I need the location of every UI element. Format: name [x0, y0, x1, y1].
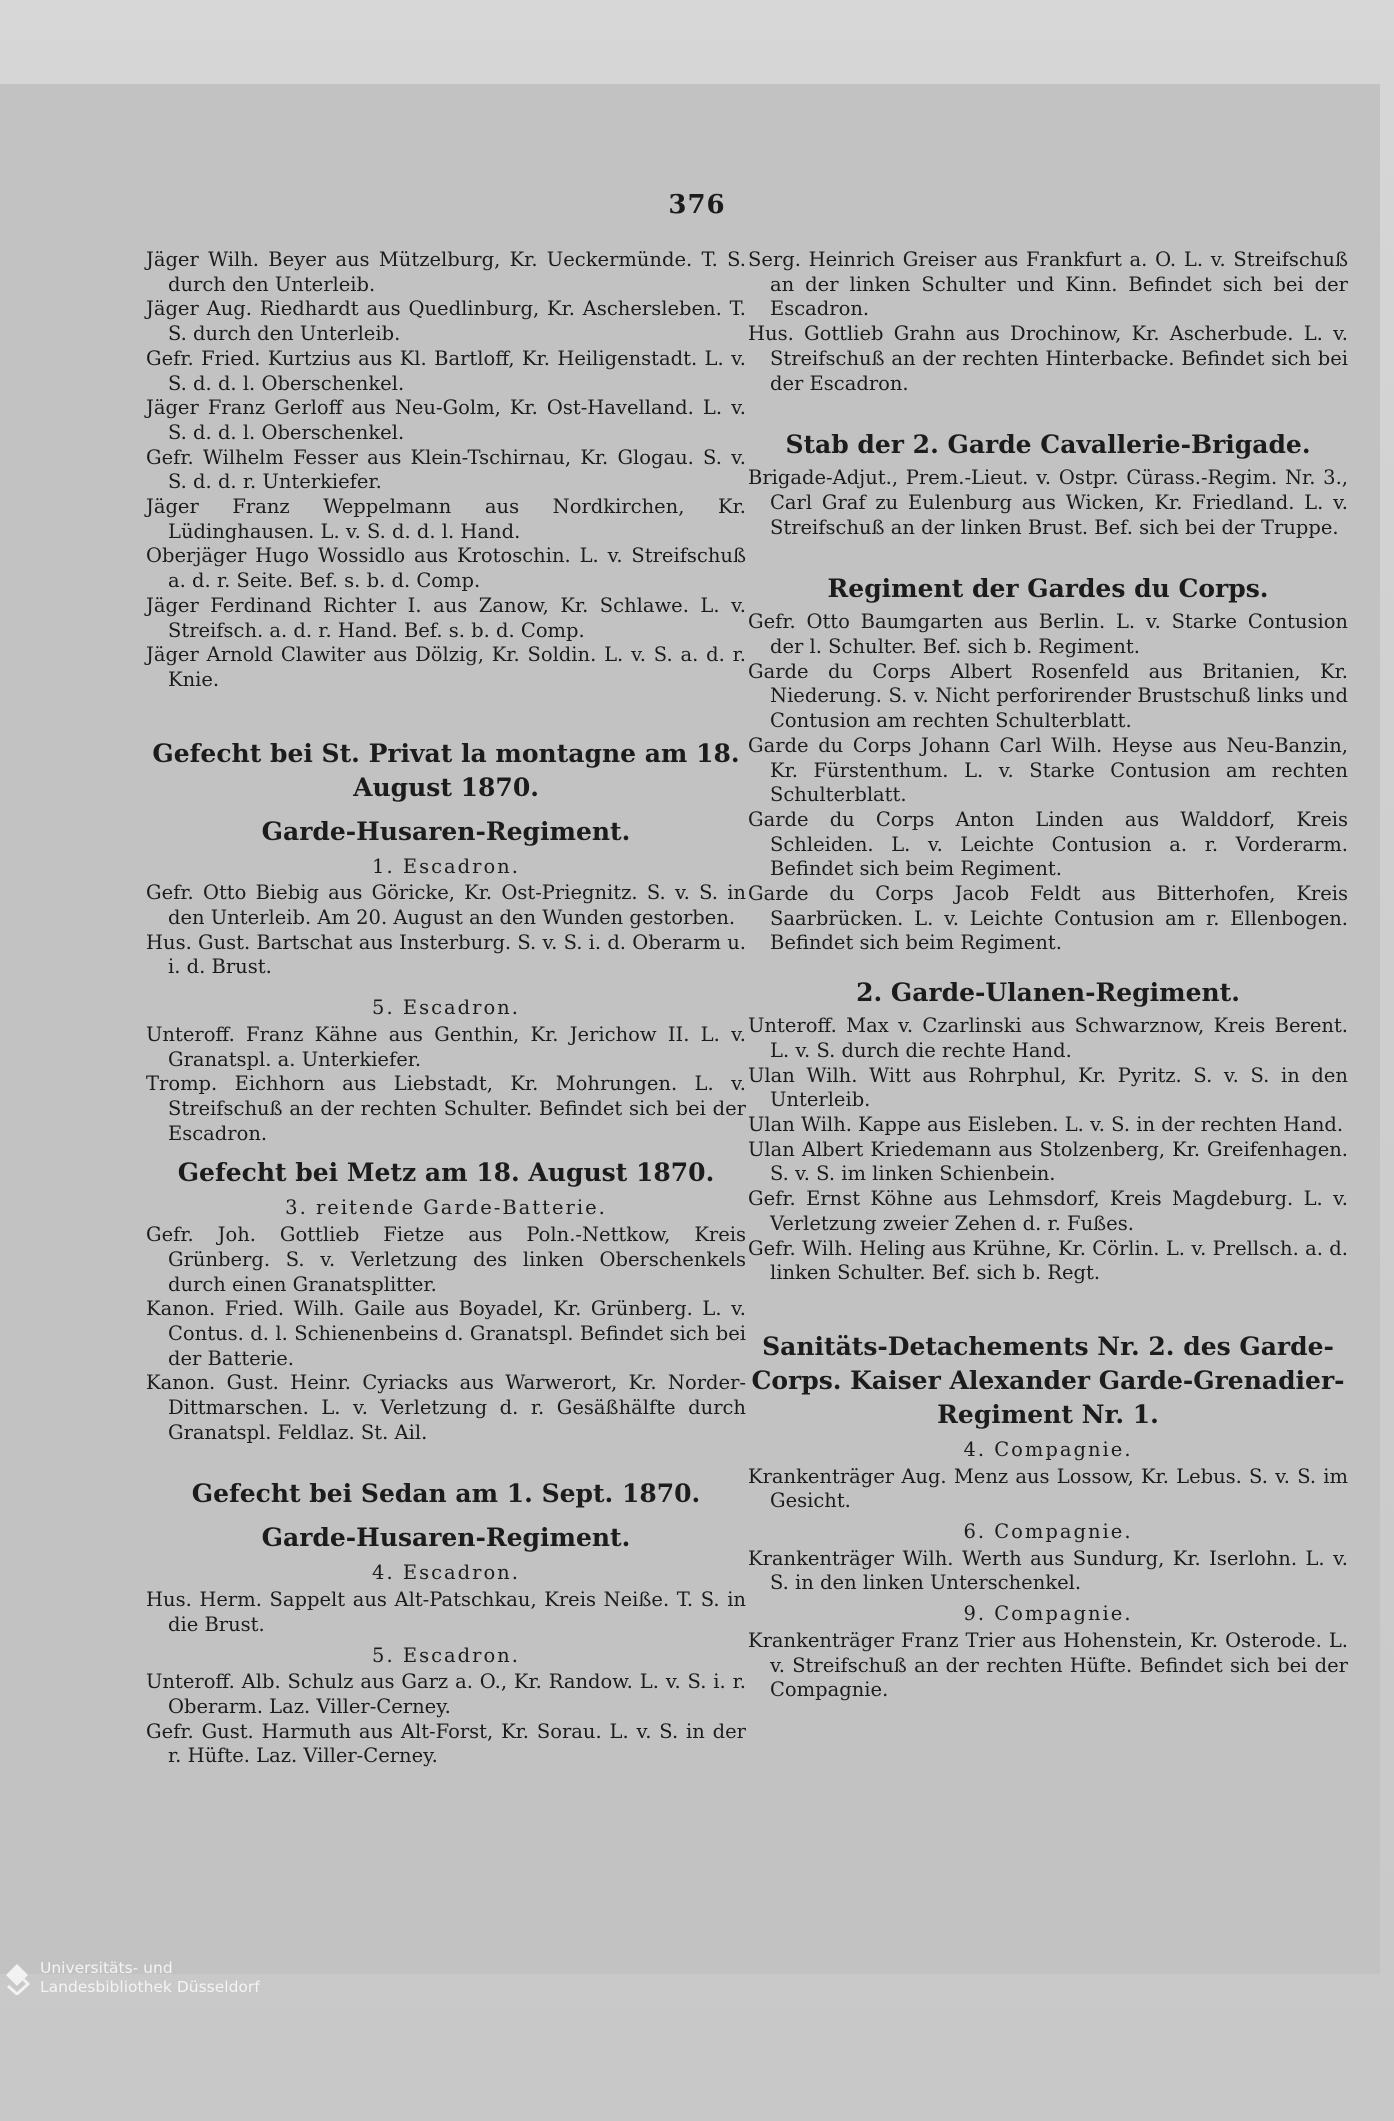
casualty-entry: Ulan Albert Kriedemann aus Stolzenberg, Kr. Greifenhagen. S. v. S. im linken Schienbein. [748, 1137, 1348, 1186]
casualty-entry: Unteroff. Max v. Czarlinski aus Schwarznow, Kreis Berent. L. v. S. durch die rechte Hand. [748, 1014, 1348, 1062]
casualty-entry: Gefr. Wilhelm Fesser aus Klein-Tschirnau, Kr. Glogau. S. v. S. d. d. r. Unterkiefer. [146, 445, 746, 494]
casualty-entry: Garde du Corps Anton Linden aus Walddorf, Kreis Schleiden. L. v. Leichte Contusion a. r. Vorderarm. Befindet sich beim Regiment. [748, 807, 1348, 881]
unit-subheading: 3. reitende Garde-Batterie. [285, 1196, 607, 1220]
casualty-entry: Krankenträger Wilh. Werth aus Sundurg, Kr. Iserlohn. L. v. S. in den linken Unterschenkel. [748, 1546, 1348, 1595]
casualty-entry: Ulan Wilh. Witt aus Rohrphul, Kr. Pyritz. S. v. S. in den Unterleib. [748, 1063, 1348, 1112]
casualty-entry: Gefr. Gust. Harmuth aus Alt-Forst, Kr. Sorau. L. v. S. in der r. Hüfte. Laz. Viller-Cerney. [146, 1719, 746, 1768]
casualty-entry: Jäger Ferdinand Richter I. aus Zanow, Kr. Schlawe. L. v. Streifsch. a. d. r. Hand. Bef. s. b. d. Comp. [146, 593, 746, 642]
casualty-entry: Hus. Herm. Sappelt aus Alt-Patschkau, Kreis Neiße. T. S. in die Brust. [146, 1588, 746, 1636]
unit-subheading: 9. Compagnie. [963, 1602, 1133, 1626]
library-name-line2: Landesbibliothek Düsseldorf [40, 1978, 260, 1996]
casualty-entry: Tromp. Eichhorn aus Liebstadt, Kr. Mohrungen. L. v. Streifschuß an der rechten Schulter. Befindet sich bei der Escadron. [146, 1072, 746, 1145]
section-heading: Stab der 2. Garde Cavallerie-Brigade. [785, 430, 1311, 460]
vertical-space [748, 540, 1348, 562]
casualty-entry: Gefr. Otto Biebig aus Göricke, Kr. Ost-Priegnitz. S. v. S. in den Unterleib. Am 20. August an den Wunden gestorben. [146, 881, 746, 930]
casualty-entry: Krankenträger Franz Trier aus Hohenstein, Kr. Osterode. L. v. Streifschuß an der rechten Hüfte. Befindet sich bei der Compagnie. [748, 1628, 1348, 1702]
casualty-entry: Jäger Aug. Riedhardt aus Quedlinburg, Kr. Aschersleben. T. S. durch den Unterleib. [146, 297, 746, 346]
section-heading: Regiment der Gardes du Corps. [827, 574, 1269, 604]
ulb-duesseldorf-logo-icon [4, 1963, 30, 1995]
casualty-entry: Serg. Heinrich Greiser aus Frankfurt a. O. L. v. Streifschuß an der linken Schulter und Kinn. Befindet sich bei der Escadron. [748, 248, 1348, 321]
section-heading: Sanitäts-Detachements Nr. 2. des Garde-Corps. Kaiser Alexander Garde-Grenadier-Regiment Nr. 1. [751, 1331, 1345, 1429]
library-name [40, 1959, 270, 1997]
casualty-entry: Jäger Franz Weppelmann aus Nordkirchen, Kr. Lüdinghausen. L. v. S. d. d. l. Hand. [146, 495, 746, 543]
casualty-entry: Gefr. Wilh. Heling aus Krühne, Kr. Cörlin. L. v. Prellsch. a. d. linken Schulter. Bef. sich b. Regt. [748, 1236, 1348, 1285]
section-heading: Garde-Husaren-Regiment. [261, 1523, 631, 1553]
casualty-entry: Gefr. Fried. Kurtzius aus Kl. Bartloff, Kr. Heiligenstadt. L. v. S. d. d. l. Oberschenkel. [146, 346, 746, 395]
casualty-entry: Gefr. Ernst Köhne aus Lehmsdorf, Kreis Magdeburg. L. v. Verletzung zweier Zehen d. r. Fußes. [748, 1187, 1348, 1235]
casualty-entry: Unteroff. Alb. Schulz aus Garz a. O., Kr. Randow. L. v. S. i. r. Oberarm. Laz. Viller-Cerney. [146, 1670, 746, 1718]
unit-subheading: 4. Escadron. [372, 1561, 520, 1585]
casualty-entry: Jäger Wilh. Beyer aus Mützelburg, Kr. Ueckermünde. T. S. durch den Unterleib. [146, 248, 746, 296]
unit-subheading: 4. Compagnie. [963, 1437, 1133, 1461]
section-heading: Gefecht bei St. Privat la montagne am 18. August 1870. [152, 738, 740, 802]
unit-subheading: 6. Compagnie. [963, 1520, 1133, 1544]
casualty-entry: Jäger Franz Gerloff aus Neu-Golm, Kr. Ost-Havelland. L. v. S. d. d. l. Oberschenkel. [146, 396, 746, 444]
library-name-line1: Universitäts- und [40, 1959, 173, 1977]
casualty-entry: Jäger Arnold Clawiter aus Dölzig, Kr. Soldin. L. v. S. a. d. r. Knie. [146, 643, 746, 691]
vertical-space [748, 1286, 1348, 1320]
library-logo [0, 1955, 260, 2011]
casualty-entry: Hus. Gottlieb Grahn aus Drochinow, Kr. Ascherbude. L. v. Streifschuß an der rechten Hinterbacke. Befindet sich bei der Escadron. [748, 322, 1348, 395]
unit-subheading: 5. Escadron. [372, 996, 520, 1020]
section-heading: Gefecht bei Metz am 18. August 1870. [177, 1158, 715, 1188]
vertical-space [146, 1445, 746, 1467]
vertical-space [146, 980, 746, 990]
page-number: 376 [668, 190, 726, 220]
casualty-entry: Gefr. Joh. Gottlieb Fietze aus Poln.-Nettkow, Kreis Grünberg. S. v. Verletzung des linken Oberschenkels durch einen Granatsplitter. [146, 1223, 746, 1296]
casualty-entry: Kanon. Fried. Wilh. Gaile aus Boyadel, Kr. Grünberg. L. v. Contus. d. l. Schienenbeins d. Granatspl. Befindet sich bei der Batterie. [146, 1297, 746, 1370]
casualty-entry: Garde du Corps Jacob Feldt aus Bitterhofen, Kreis Saarbrücken. L. v. Leichte Contusion am r. Ellenbogen. Befindet sich beim Regiment. [748, 882, 1348, 955]
unit-subheading: 1. Escadron. [372, 854, 520, 878]
right-column [748, 248, 1348, 1703]
casualty-entry: Kanon. Gust. Heinr. Cyriacks aus Warwerort, Kr. Norder-Dittmarschen. L. v. Verletzung d. r. Gesäßhälfte durch Granatspl. Feldlaz. St. Ail. [146, 1371, 746, 1444]
casualty-entry: Ulan Wilh. Kappe aus Eisleben. L. v. S. in der rechten Hand. [748, 1112, 1344, 1136]
unit-subheading: 5. Escadron. [372, 1643, 520, 1667]
section-heading: Gefecht bei Sedan am 1. Sept. 1870. [191, 1479, 701, 1509]
casualty-entry: Garde du Corps Albert Rosenfeld aus Britanien, Kr. Niederung. S. v. Nicht perforirender Brustschuß links und Contusion am rechten Schulterblatt. [748, 659, 1348, 733]
section-heading: Garde-Husaren-Regiment. [261, 816, 631, 846]
vertical-space [146, 693, 746, 727]
vertical-space [748, 396, 1348, 418]
vertical-space [748, 956, 1348, 966]
left-column [146, 248, 746, 1769]
casualty-entry: Krankenträger Aug. Menz aus Lossow, Kr. Lebus. S. v. S. im Gesicht. [748, 1464, 1348, 1513]
casualty-entry: Oberjäger Hugo Wossidlo aus Krotoschin. L. v. Streifschuß a. d. r. Seite. Bef. s. b. d. Comp. [146, 544, 746, 593]
casualty-entry: Brigade-Adjut., Prem.-Lieut. v. Ostpr. Cürass.-Regim. Nr. 3., Carl Graf zu Eulenburg aus Wicken, Kr. Friedland. L. v. Streifschuß an der linken Brust. Bef. sich bei der Truppe. [748, 466, 1348, 539]
section-heading: 2. Garde-Ulanen-Regiment. [856, 978, 1240, 1008]
casualty-entry: Hus. Gust. Bartschat aus Insterburg. S. v. S. i. d. Oberarm u. i. d. Brust. [146, 930, 746, 979]
casualty-entry: Unteroff. Franz Kähne aus Genthin, Kr. Jerichow II. L. v. Granatspl. a. Unterkiefer. [146, 1022, 746, 1071]
casualty-entry: Gefr. Otto Baumgarten aus Berlin. L. v. Starke Contusion der l. Schulter. Bef. sich b. Regiment. [748, 610, 1348, 659]
casualty-entry: Garde du Corps Johann Carl Wilh. Heyse aus Neu-Banzin, Kr. Fürstenthum. L. v. Starke Contusion am rechten Schulterblatt. [748, 733, 1348, 807]
